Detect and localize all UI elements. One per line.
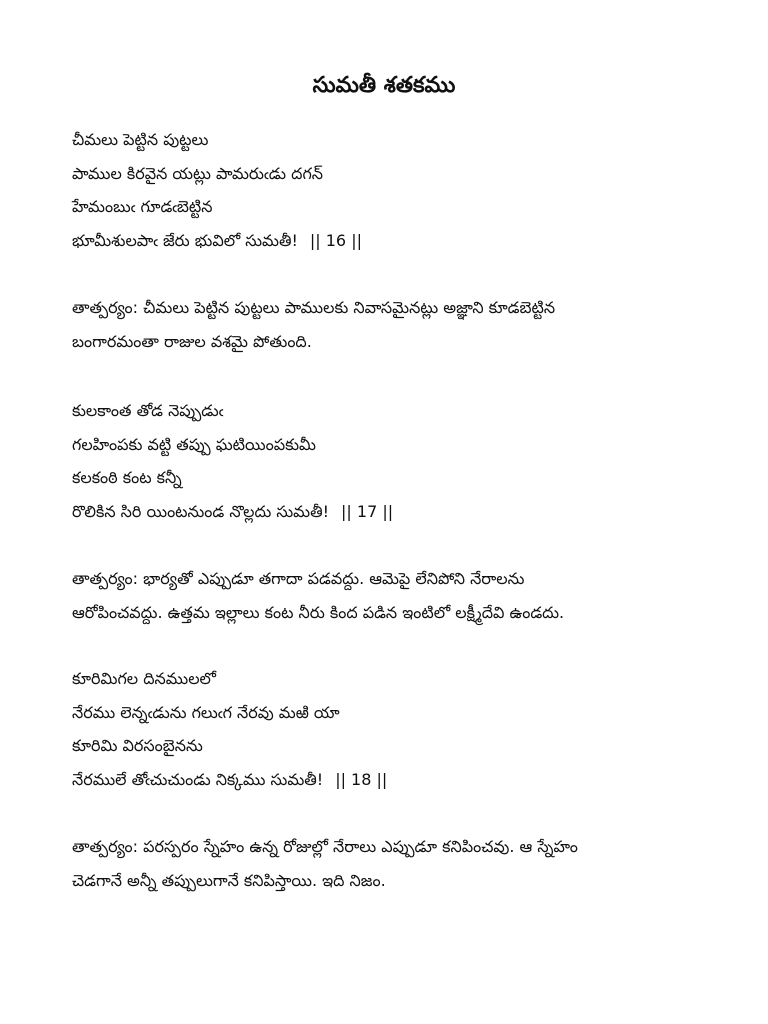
verse-number: || 17 || <box>341 501 394 521</box>
meaning-line: తాత్పర్యం: పరస్పరం స్నేహం ఉన్న రోజుల్లో నేరాలు ఎప్పుడూ కనిపించవు. ఆ స్నేహం <box>72 837 578 856</box>
verse-16 <box>72 123 692 257</box>
verse-line-last <box>72 763 692 797</box>
verse-18 <box>72 662 692 796</box>
meaning-line: బంగారమంతా రాజుల వశమై పోతుంది. <box>72 331 312 351</box>
meaning-17 <box>72 562 692 629</box>
meaning-line: తాత్పర్యం: చీమలు పెట్టిన పుట్టలు పాములకు నివాసమైనట్లు అజ్ఞాని కూడబెట్టిన <box>72 298 556 317</box>
verse-line: గలహింపకు వట్టి తప్పు ఘటియింపకుమీ <box>72 434 316 454</box>
verse-line-last <box>72 495 692 529</box>
verse-line: కలకంఠి కంట కన్నీ <box>72 468 182 487</box>
verse-line: కులకాంత తోడ నెప్పుడుఁ <box>72 401 224 420</box>
verse-line: నేరము లెన్నఁడును గలుఁగ నేరవు మఱి యా <box>72 702 340 722</box>
meaning-18 <box>72 830 692 897</box>
verse-line: కూరిమిగల దినములలో <box>72 669 217 688</box>
meaning-line: తాత్పర్యం: భార్యతో ఎప్పుడూ తగాదా పడవద్దు. ఆమెపై లేనిపోని నేరాలను <box>72 569 525 588</box>
page-title: సుమతీ శతకము <box>312 73 456 98</box>
verse-line-last <box>72 224 692 258</box>
verse-line: చీమలు పెట్టిన పుట్టలు <box>72 130 209 149</box>
verse-line-text: రొలికిన సిరి యింటనుండ నొల్లదు సుమతీ! <box>72 501 330 521</box>
verse-line: హేమంబుఁ గూడఁబెట్టిన <box>72 197 213 216</box>
verse-line-text: నేరములే తోఁచుచుండు నిక్కము సుమతీ! <box>72 769 324 789</box>
verse-17 <box>72 394 692 528</box>
meaning-line: ఆరోపించవద్దు. ఉత్తమ ఇల్లాలు కంట నీరు కింద పడిన ఇంటిలో లక్ష్మీదేవి ఉండదు. <box>72 602 565 622</box>
verse-line-text: భూమీశులపాఁ జేరు భువిలో సుమతీ! <box>72 230 298 250</box>
verse-line: పాముల కిరవైన యట్లు పామరుఁడు దగన్ <box>72 163 324 183</box>
meaning-16 <box>72 291 692 358</box>
verse-number: || 18 || <box>335 769 388 789</box>
verse-number: || 16 || <box>309 230 362 250</box>
meaning-line: చెడగానే అన్నీ తప్పులుగానే కనిపిస్తాయి. ఇది నిజం. <box>72 870 386 890</box>
verse-line: కూరిమి విరసంబైనను <box>72 736 203 755</box>
